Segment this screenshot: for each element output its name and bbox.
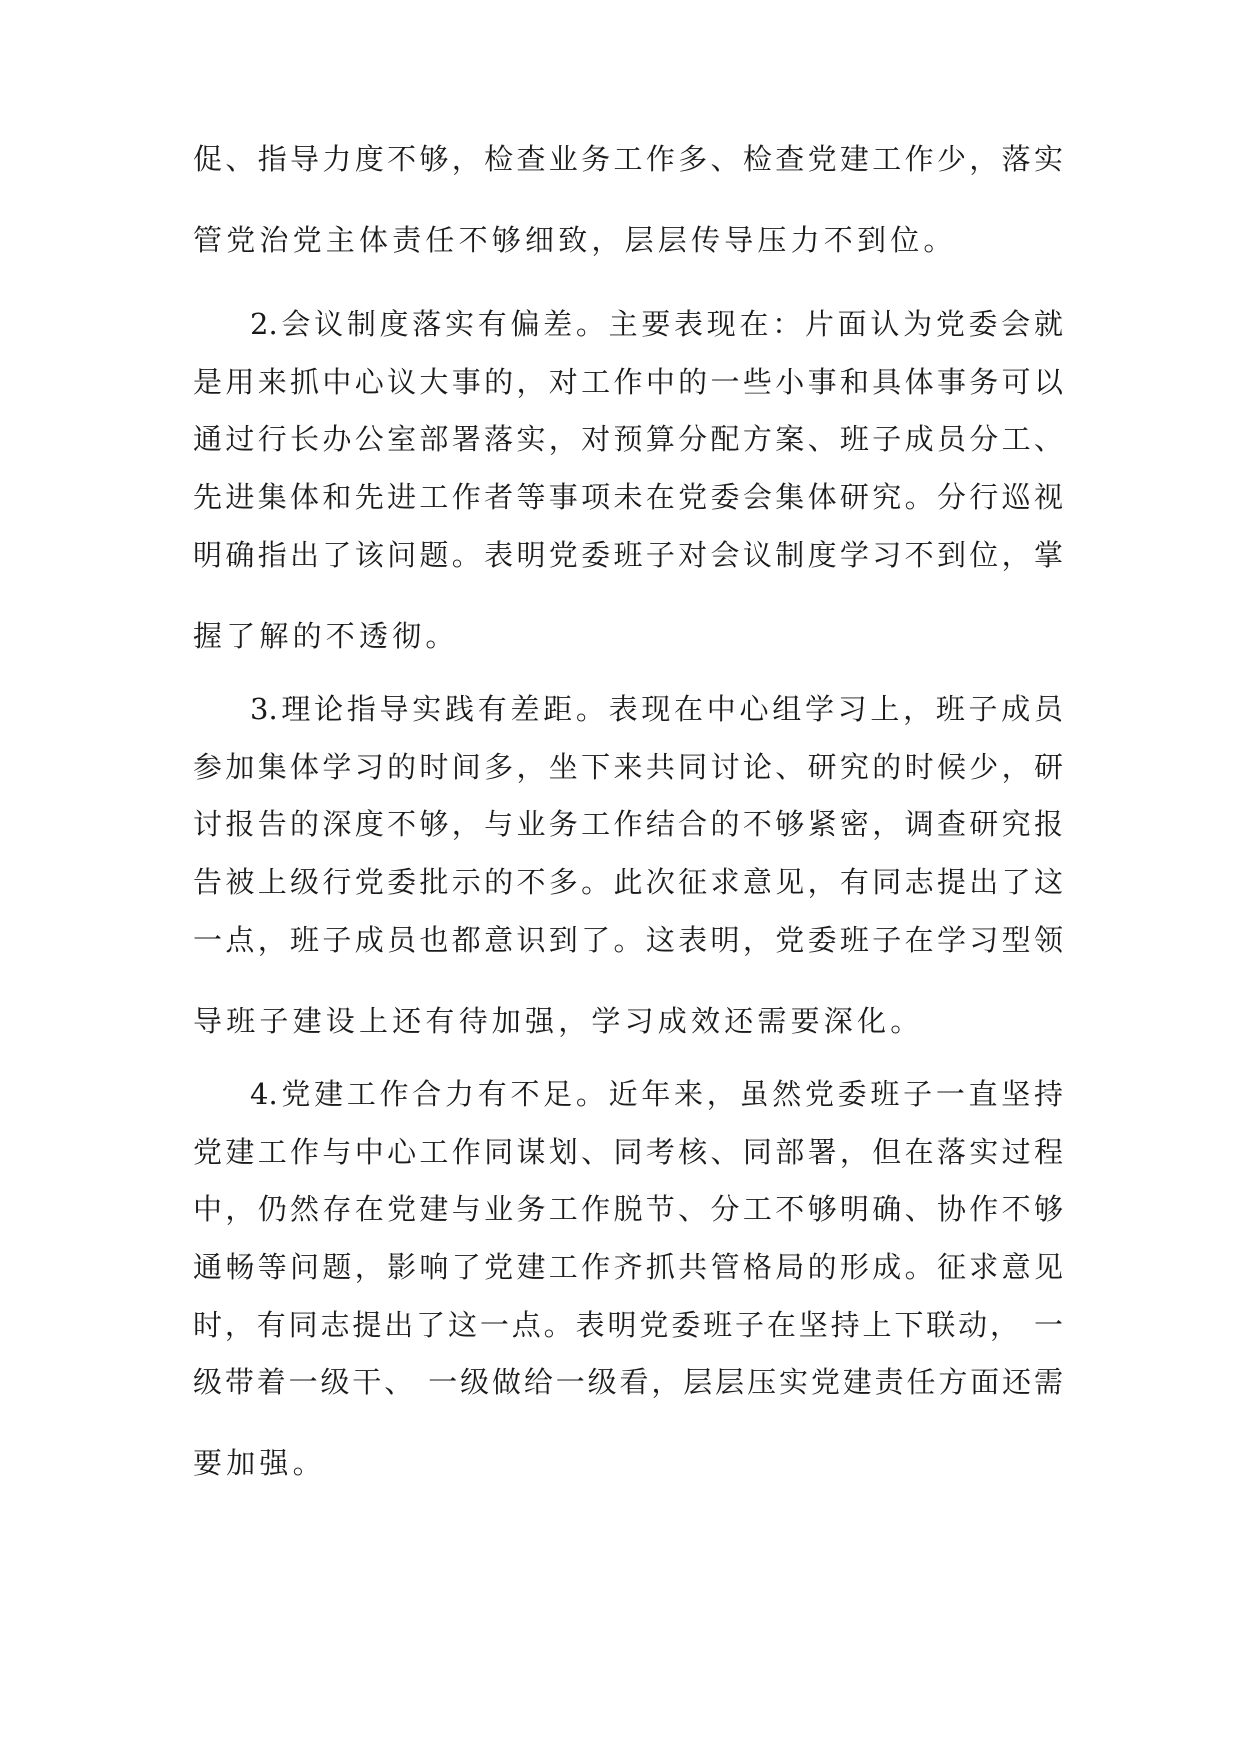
p1-line-1: 促、指导力度不够，检查业务工作多、检查党建工作少，落实: [193, 142, 1063, 176]
p2-line-5: 明确指出了该问题。表明党委班子对会议制度学习不到位，掌: [193, 538, 1063, 572]
p4-line-2: 党建工作与中心工作同谋划、同考核、同部署，但在落实过程: [193, 1135, 1063, 1169]
p3-line-3: 讨报告的深度不够，与业务工作结合的不够紧密，调查研究报: [193, 807, 1063, 841]
p2-line-4: 先进集体和先进工作者等事项未在党委会集体研究。分行巡视: [193, 480, 1063, 514]
p3-line-5: 一点，班子成员也都意识到了。这表明，党委班子在学习型领: [193, 923, 1063, 957]
p4-line-5: 时，有同志提出了这一点。表明党委班子在坚持上下联动， 一: [193, 1308, 1063, 1342]
p4-line-3: 中，仍然存在党建与业务工作脱节、分工不够明确、协作不够: [193, 1192, 1063, 1226]
p3-line-4: 告被上级行党委批示的不多。此次征求意见，有同志提出了这: [193, 865, 1063, 899]
p2-line-1: 2.会议制度落实有偏差。主要表现在：片面认为党委会就: [250, 307, 1063, 341]
p2-line-3: 通过行长办公室部署落实，对预算分配方案、班子成员分工、: [193, 422, 1063, 456]
p3-line-1: 3.理论指导实践有差距。表现在中心组学习上，班子成员: [250, 692, 1063, 726]
p4-line-4: 通畅等问题，影响了党建工作齐抓共管格局的形成。征求意见: [193, 1250, 1063, 1284]
p4-line-1: 4.党建工作合力有不足。近年来，虽然党委班子一直坚持: [250, 1077, 1063, 1111]
p3-line-2: 参加集体学习的时间多，坐下来共同讨论、研究的时候少，研: [193, 750, 1063, 784]
p1-line-2: 管党治党主体责任不够细致，层层传导压力不到位。: [193, 223, 957, 257]
p4-line-7: 要加强。: [193, 1446, 326, 1480]
p2-line-2: 是用来抓中心议大事的，对工作中的一些小事和具体事务可以: [193, 365, 1063, 399]
p4-line-6: 级带着一级干、 一级做给一级看，层层压实党建责任方面还需: [193, 1365, 1063, 1399]
p3-line-6: 导班子建设上还有待加强，学习成效还需要深化。: [193, 1004, 924, 1038]
p2-line-6: 握了解的不透彻。: [193, 619, 459, 653]
